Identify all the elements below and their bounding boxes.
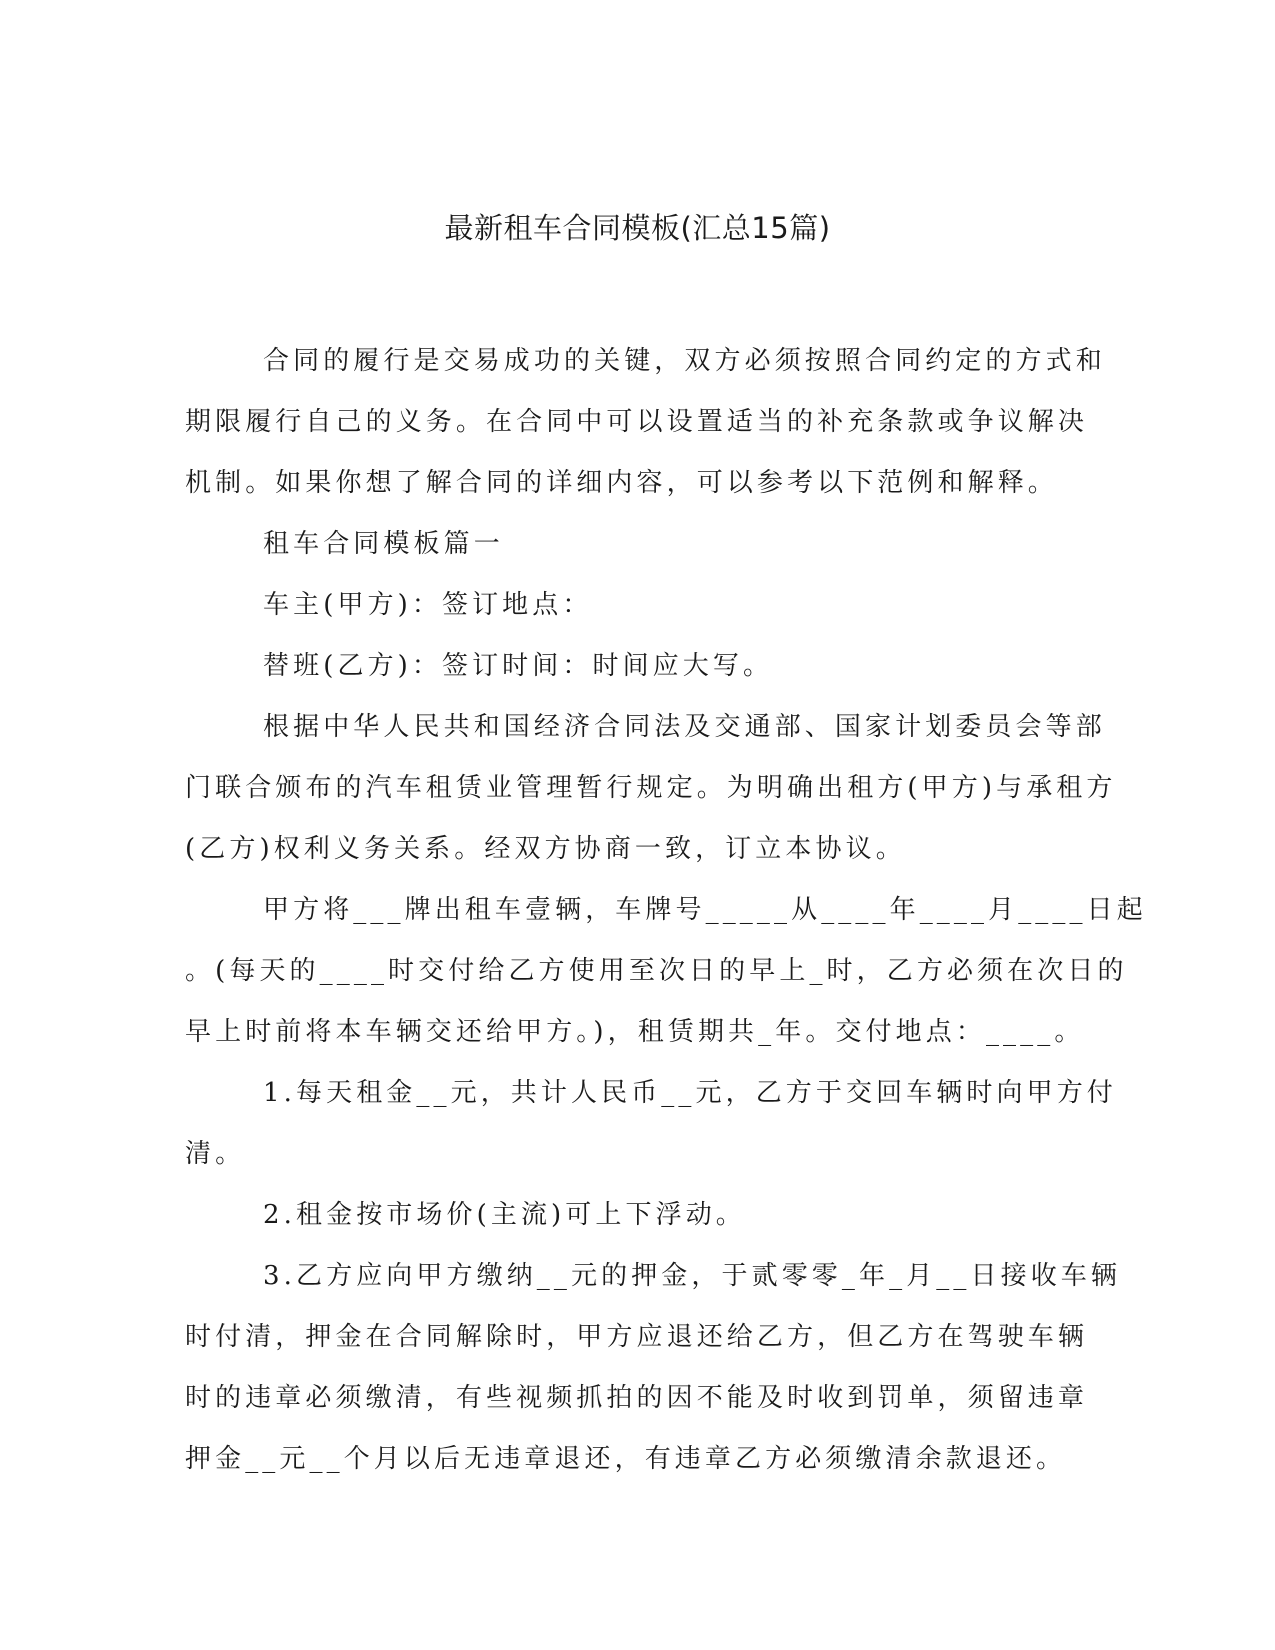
paragraph-line: 机制。如果你想了解合同的详细内容，可以参考以下范例和解释。 bbox=[185, 468, 1058, 498]
paragraph-line: 3.乙方应向甲方缴纳__元的押金，于贰零零_年_月__日接收车辆 bbox=[263, 1261, 1122, 1291]
paragraph bbox=[185, 636, 1065, 697]
paragraph-line: 租车合同模板篇一 bbox=[263, 529, 504, 559]
document-body bbox=[185, 331, 1147, 1490]
paragraph bbox=[185, 880, 1147, 1063]
paragraph bbox=[185, 1246, 1122, 1490]
paragraph-line: 。(每天的____时交付给乙方使用至次日的早上_时，乙方必须在次日的 bbox=[185, 956, 1128, 986]
paragraph bbox=[185, 575, 1065, 636]
paragraph-line: 甲方将___牌出租车壹辆，车牌号_____从____年____月____日起 bbox=[263, 895, 1147, 925]
paragraph-line: 1.每天租金__元，共计人民币__元，乙方于交回车辆时向甲方付 bbox=[263, 1078, 1117, 1108]
paragraph bbox=[185, 1185, 1065, 1246]
paragraph bbox=[185, 331, 1106, 514]
paragraph-line: 清。 bbox=[185, 1139, 246, 1169]
paragraph-line: 时的违章必须缴清，有些视频抓拍的因不能及时收到罚单，须留违章 bbox=[185, 1383, 1089, 1413]
paragraph-line: 时付清，押金在合同解除时，甲方应退还给乙方，但乙方在驾驶车辆 bbox=[185, 1322, 1089, 1352]
paragraph bbox=[185, 514, 1065, 575]
paragraph-line: 押金__元__个月以后无违章退还，有违章乙方必须缴清余款退还。 bbox=[185, 1444, 1067, 1474]
paragraph-line: 车主(甲方)：签订地点： bbox=[263, 590, 593, 620]
paragraph-line: 早上时前将本车辆交还给甲方。)，租赁期共_年。交付地点：____。 bbox=[185, 1017, 1085, 1047]
paragraph-line: (乙方)权利义务关系。经双方协商一致，订立本协议。 bbox=[185, 834, 906, 864]
paragraph bbox=[185, 697, 1117, 880]
paragraph bbox=[185, 1063, 1117, 1185]
document-title: 最新租车合同模板(汇总15篇) bbox=[444, 211, 831, 245]
paragraph-line: 2.租金按市场价(主流)可上下浮动。 bbox=[263, 1200, 746, 1230]
paragraph-line: 期限履行自己的义务。在合同中可以设置适当的补充条款或争议解决 bbox=[185, 407, 1089, 437]
paragraph-line: 替班(乙方)：签订时间：时间应大写。 bbox=[263, 651, 774, 681]
paragraph-line: 根据中华人民共和国经济合同法及交通部、国家计划委员会等部 bbox=[263, 712, 1106, 742]
paragraph-line: 门联合颁布的汽车租赁业管理暂行规定。为明确出租方(甲方)与承租方 bbox=[185, 773, 1117, 803]
paragraph-line: 合同的履行是交易成功的关键，双方必须按照合同约定的方式和 bbox=[263, 346, 1106, 376]
